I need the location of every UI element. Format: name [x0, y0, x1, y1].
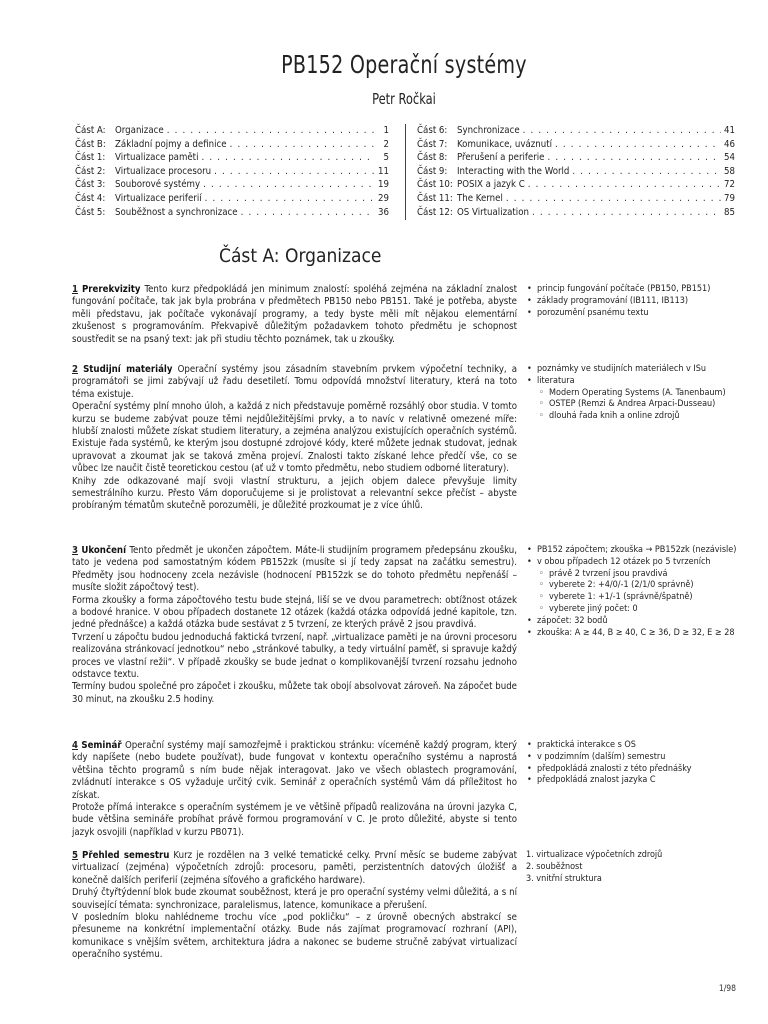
toc-leader-dots — [164, 124, 375, 138]
margin-note-item: • předpokládá znalost jazyka C — [526, 775, 741, 787]
toc-entry-title: Virtualizace paměti — [115, 152, 199, 164]
toc-entry-title: OS Virtualization — [457, 206, 529, 218]
toc-leader-dots — [569, 165, 721, 179]
section-heading: Část A: Organizace — [219, 245, 382, 267]
document-author: Petr Ročkai — [372, 90, 436, 108]
margin-note-item: • princip fungování počítače (PB150, PB151) — [526, 284, 741, 296]
margin-note-item: ◦ vyberete jiný počet: 0 — [526, 604, 741, 616]
paragraph-text: V posledním bloku nahlédneme trochu více „pod pokličku“ – z úrovně obecných abstrakcí se přesuneme na konkrétní implementační otázky. Bude nás zajímat programovací rozhraní (API), komunikace s vnějším světem, architektura jádra a nakonec se budeme stručně zabývat virtualizací operačního systému. — [72, 912, 517, 961]
toc-left-column — [75, 124, 389, 219]
toc-part-label: Část 3: — [75, 179, 106, 191]
margin-note-item: • předpokládá znalosti z této přednášky — [526, 764, 741, 776]
toc-leader-dots — [200, 178, 375, 192]
block-paragraph — [72, 284, 517, 346]
paragraph-text: Forma zkoušky a forma zápočtového testu bude stejná, liší se ve dvou parametrech: obtížnost otázek a bodové hranice. V obou případech dostanete 12 otázek (každá otázka odpovídá jedné kapitole, tzn. jedné přednášce) a každá otázka bude sestávat z 5 tvrzení, ze kterých právě 2 jsou pravdivá. — [72, 594, 517, 631]
toc-entry-title: POSIX a jazyk C — [457, 179, 525, 191]
toc-leader-dots — [202, 192, 375, 206]
section-block — [72, 850, 517, 962]
margin-note-item: • literatura — [526, 376, 741, 388]
toc-entry-title: Základní pojmy a definice — [115, 138, 227, 150]
block-paragraph — [72, 545, 517, 595]
margin-note-item: ◦ OSTEP (Remzi & Andrea Arpaci-Dusseau) — [526, 399, 741, 411]
margin-note-item: • v obou případech 12 otázek po 5 tvrzeních — [526, 557, 741, 569]
toc-page-number: 11 — [378, 165, 389, 177]
toc-page-number: 85 — [724, 206, 735, 218]
toc-entry-title: Virtualizace periferií — [115, 192, 202, 204]
toc-right-column — [417, 124, 735, 219]
toc-leader-dots — [503, 192, 721, 206]
toc-entry[interactable] — [417, 151, 735, 165]
margin-note-item: ◦ vyberete 1: +1/-1 (správně/špatně) — [526, 592, 741, 604]
toc-part-label: Část A: — [75, 125, 106, 136]
toc-page-number: 54 — [724, 152, 735, 164]
toc-page-number: 58 — [724, 165, 735, 177]
paragraph-text: Operační systémy jsou zásadním stavebním prvkem výpočetní techniky, a programátoři se jimi zabývají už řadu desetiletí. Tomu odpovídá množství literatury, která na toto téma existuje. — [72, 364, 518, 400]
toc-part-label: Část 5: — [75, 206, 106, 218]
toc-part-label: Část 9: — [417, 165, 448, 177]
toc-part-label: Část 1: — [75, 152, 106, 164]
block-paragraph — [72, 850, 517, 887]
toc-page-number: 19 — [378, 179, 389, 191]
toc-page-number: 2 — [383, 138, 389, 150]
margin-note-list — [526, 284, 741, 319]
toc-entry[interactable] — [75, 178, 389, 192]
toc-leader-dots — [529, 206, 721, 220]
margin-notes — [526, 364, 741, 423]
toc-part-label: Část 11: — [417, 192, 453, 204]
paragraph-text: Termíny budou společné pro zápočet i zkoušku, můžete tak obojí absolvovat zároveň. Na zápočet bude 30 minut, na zkoušku 2.5 hodiny. — [72, 681, 517, 705]
margin-note-item: ◦ právě 2 tvrzení jsou pravdivá — [526, 569, 741, 581]
toc-part-label: Část 8: — [417, 152, 448, 164]
margin-note-list — [526, 545, 741, 639]
toc-entry-title: Souběžnost a synchronizace — [115, 206, 238, 218]
paragraph-text: Druhý čtyřtýdenní blok bude zkoumat souběžnost, která je pro operační systémy velmi důležitá, a s ní související témata: synchronizace, paralelismus, latence, komunikace a přerušení. — [72, 887, 517, 911]
toc-page-number: 36 — [378, 206, 389, 218]
toc-part-label: Část 2: — [75, 165, 106, 177]
margin-note-item: • zápočet: 32 bodů — [526, 616, 741, 628]
margin-note-list — [526, 364, 741, 423]
section-block — [72, 364, 517, 513]
paragraph-text: Kurz je rozdělen na 3 velké tematické celky. První měsíc se budeme zabývat virtualizací (zejména) výpočetních zdrojů: procesoru, paměti, perzistentních datových úložišť a konečně dalších periferií (zejména síťového a grafického hardware). — [72, 850, 517, 886]
toc-page-number: 72 — [724, 179, 735, 191]
toc-page-number: 79 — [724, 192, 735, 204]
toc-part-label: Část 6: — [417, 125, 448, 136]
toc-leader-dots — [520, 124, 721, 138]
toc-leader-dots — [545, 151, 722, 165]
toc-entry-title: Přerušení a periferie — [457, 152, 545, 164]
toc-entry-title: The Kernel — [457, 192, 503, 204]
margin-note-item: • v podzimním (dalším) semestru — [526, 752, 741, 764]
toc-entry-title: Organizace — [115, 125, 164, 136]
block-paragraph — [72, 401, 517, 475]
toc-page-number: 5 — [383, 152, 389, 164]
toc-divider — [405, 124, 406, 220]
block-number: 4 — [72, 740, 79, 751]
document-title: PB152 Operační systémy — [281, 50, 527, 79]
block-label: Přehled semestru — [82, 850, 170, 861]
paragraph-text: Tento předmět je ukončen zápočtem. Máte-li studijním programem předepsánu zkoušku, tato je vedena pod samostatným kódem PB152zk (musíte si jí tedy zapsat na začátku semestru). Předměty jsou hodnoceny zcela nezávisle (hodnocení PB152zk se do tohoto předmětu nepřenáší – musíte složit zápočtový test). — [72, 545, 518, 594]
toc-entry[interactable] — [75, 151, 389, 165]
block-paragraph — [72, 802, 517, 839]
margin-note-item: 2. souběžnost — [526, 861, 583, 872]
toc-page-number: 46 — [724, 138, 735, 150]
block-paragraph — [72, 887, 517, 912]
block-label: Ukončení — [81, 545, 127, 556]
paragraph-text: Operační systémy plní mnoho úloh, a každá z nich představuje poměrně rozsáhlý obor studia. V tomto kurzu se budeme zabývat pouze těmi nejdůležitějšími prvky, a to navíc v relativně omezené míře: hlubší znalosti můžete získat studiem literatury, a zejména analýzou existujících operačních systémů. Existuje řada systémů, ke kterým jsou dostupné zdrojové kódy, které můžete jednak studovat, jednak upravovat a zkoumat jak se taková změna projeví. Znalosti takto získané lehce předčí vše, co se vůbec lze naučit čistě teoretickou cestou (ať už v tomto předmětu, nebo studiem odborné literatury). — [72, 401, 517, 475]
toc-entry-title: Synchronizace — [457, 125, 520, 136]
toc-entry-title: Souborové systémy — [115, 179, 201, 191]
toc-entry[interactable] — [417, 138, 735, 152]
toc-entry[interactable] — [75, 124, 389, 138]
block-number: 3 — [72, 545, 79, 556]
section-block — [72, 545, 517, 706]
margin-notes — [526, 545, 741, 639]
toc-part-label: Část 7: — [417, 138, 448, 150]
toc-entry[interactable] — [417, 124, 735, 138]
toc-leader-dots — [198, 151, 375, 165]
margin-note-item: ◦ vyberete 2: +4/0/-1 (2/1/0 správně) — [526, 580, 741, 592]
block-number: 1 — [72, 284, 79, 295]
margin-note-item: • porozumění psanému textu — [526, 308, 741, 320]
margin-note-item: • zkouška: A ≥ 44, B ≥ 40, C ≥ 36, D ≥ 32, E ≥ 28 — [526, 628, 741, 640]
toc-page-number: 1 — [383, 125, 389, 136]
block-paragraph — [72, 632, 517, 682]
block-label: Prerekvizity — [81, 284, 141, 295]
margin-notes — [526, 740, 741, 787]
toc-entry-title: Komunikace, uváznutí — [457, 138, 552, 150]
block-paragraph — [72, 740, 517, 802]
paragraph-text: Operační systémy mají samozřejmě i praktickou stránku: víceméně každý program, který kdy napíšete (nebo budete používat), bude fungovat v kontextu operačního systému a naprostá většina těchto programů s ním bude nějak interagovat. Jako ve všech oblastech programování, zvládnutí interakce s OS vyžaduje určitý cvik. Seminář z operačních systémů Vám dá příležitost ho získat. — [72, 740, 517, 801]
toc-part-label: Část 4: — [75, 192, 106, 204]
toc-entry[interactable] — [417, 192, 735, 206]
margin-note-item: • PB152 zápočtem; zkouška → PB152zk (nezávisle) — [526, 545, 741, 557]
toc-entry[interactable] — [417, 206, 735, 220]
block-paragraph — [72, 476, 517, 513]
toc-entry[interactable] — [417, 165, 735, 179]
toc-entry-title: Interacting with the World — [457, 165, 570, 177]
toc-leader-dots — [552, 138, 721, 152]
paragraph-text: Protože přímá interakce s operačním systémem je ve většině případů realizována na úrovni jazyka C, bude většina semináře probíhat právě formou programování v C. Je proto důležité, abyste si tento jazyk osvojili (například v kurzu PB071). — [72, 802, 517, 838]
section-block — [72, 740, 517, 839]
toc-page-number: 41 — [724, 125, 735, 136]
margin-notes — [526, 850, 741, 885]
block-paragraph — [72, 595, 517, 632]
margin-note-list — [526, 740, 741, 787]
margin-note-item: • poznámky ve studijních materiálech v ISu — [526, 364, 741, 376]
margin-note-list — [526, 850, 741, 885]
margin-note-item: • základy programování (IB111, IB113) — [526, 296, 741, 308]
toc-entry[interactable] — [75, 192, 389, 206]
paragraph-text: Tento kurz předpokládá jen minimum znalostí: spoléhá zejména na základní znalost fungování počítače, tak jak byla probrána v předmětech PB150 nebo PB151. Také je potřeba, abyste měli představu, jak počítače vykonávají programy, a tedy byste měli mít nějakou elementární zkušenost s programováním. Překvapivě důležitým požadavkem tohoto předmětu je schopnost soustředit se na psaný text: jak při studiu těchto poznámek, tak u zkoušky. — [72, 284, 517, 345]
block-label: Studijní materiály — [83, 364, 173, 375]
toc-entry[interactable] — [75, 206, 389, 220]
block-paragraph — [72, 681, 517, 706]
toc-leader-dots — [227, 138, 375, 152]
paragraph-text: Tvrzení u zápočtu budou jednoduchá faktická tvrzení, např. „virtualizace paměti je na úrovni procesoru realizována stránkovací jednotkou“ nebo „stránkové tabulky, a tedy virtuální paměť, si spravuje každý proces ve vlastní režii“. V případě zkoušky se bude jednat o komplikovanější tvrzení rozsahu jednoho odstavce textu. — [72, 631, 517, 681]
toc-part-label: Část 12: — [417, 206, 453, 218]
toc-part-label: Část 10: — [417, 179, 453, 191]
toc-leader-dots — [525, 178, 721, 192]
page-number: 1/98 — [718, 984, 736, 994]
block-paragraph — [72, 912, 517, 962]
toc-entry[interactable] — [75, 165, 389, 179]
margin-note-item: • praktická interakce s OS — [526, 740, 741, 752]
toc-leader-dots — [238, 206, 375, 220]
block-label: Seminář — [81, 740, 122, 751]
margin-note-item: ◦ dlouhá řada knih a online zdrojů — [526, 411, 741, 423]
section-block — [72, 284, 517, 346]
paragraph-text: Knihy zde odkazované mají svoji vlastní strukturu, a jejich objem dalece převyšuje limity semestrálního kurzu. Přesto Vám doporučujeme si je prolistovat a relevantní sekce přečíst – abyste probíraným tématům skutečně porozuměli, je důležité prozkoumat je z více úhlů. — [72, 475, 517, 512]
block-number: 5 — [72, 850, 79, 861]
block-paragraph — [72, 364, 517, 401]
toc-entry[interactable] — [75, 138, 389, 152]
block-number: 2 — [72, 364, 79, 375]
margin-note-item: 3. vnitřní struktura — [526, 873, 602, 884]
toc-leader-dots — [211, 165, 375, 179]
margin-note-item: ◦ Modern Operating Systems (A. Tanenbaum) — [526, 388, 741, 400]
toc-entry-title: Virtualizace procesoru — [115, 165, 212, 177]
toc-part-label: Část B: — [75, 138, 106, 150]
toc-entry[interactable] — [417, 178, 735, 192]
margin-notes — [526, 284, 741, 319]
margin-note-item: 1. virtualizace výpočetních zdrojů — [526, 850, 663, 860]
toc-page-number: 29 — [378, 192, 389, 204]
